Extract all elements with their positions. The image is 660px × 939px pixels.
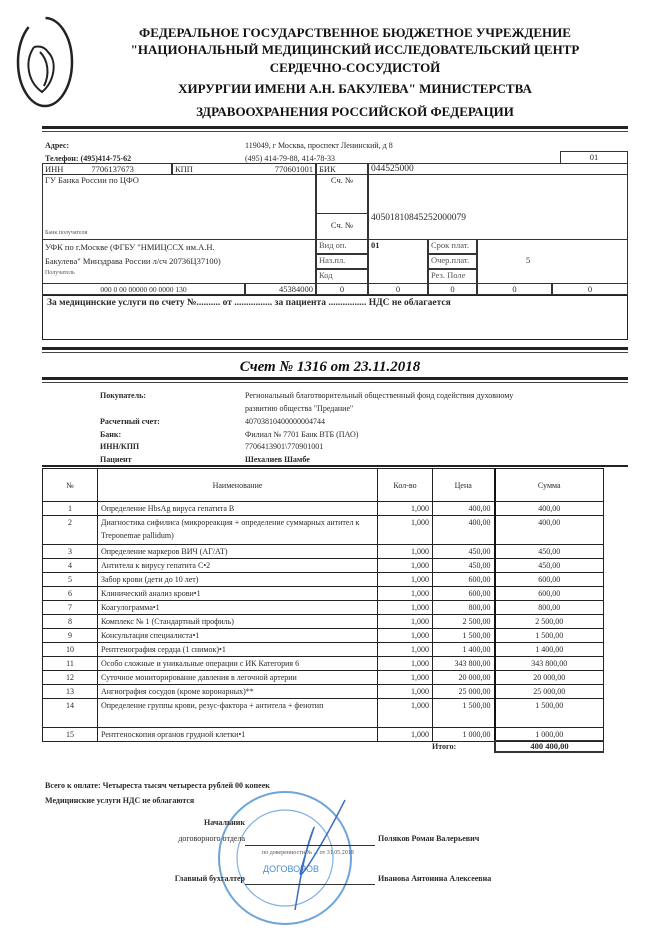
row-name: Комплекс № 1 (Стандартный профиль) bbox=[98, 615, 378, 629]
zero-field: 0 bbox=[316, 283, 368, 295]
address-value: 119049, г Москва, проспект Ленинский, д 8 bbox=[245, 141, 393, 150]
inn-kpp-value: 7706413901\770901001 bbox=[245, 442, 324, 451]
divider bbox=[42, 465, 628, 467]
row-name: Ангиография сосудов (кроме коронарных)** bbox=[98, 685, 378, 699]
row-qty: 1,000 bbox=[378, 587, 433, 601]
zero-field: 0 bbox=[428, 283, 477, 295]
row-sum: 600,00 bbox=[495, 573, 604, 587]
recipient-line-1: УФК по г.Москве (ФГБУ "НМИЦССХ им.А.Н. bbox=[45, 242, 215, 252]
accountant-title: Главный бухгалтер bbox=[174, 874, 245, 883]
row-sum: 25 000,00 bbox=[495, 685, 604, 699]
payment-purpose: За медицинские услуги по счету №.......... от ................ за пациента ................ НДС не облагается bbox=[42, 295, 628, 340]
row-name: Клинический анализ крови•1 bbox=[98, 587, 378, 601]
row-number: 3 bbox=[43, 545, 98, 559]
row-qty: 1,000 bbox=[378, 629, 433, 643]
recipient-line-2: Бакулева" Минздрава России л/сч 20736Ц37100) bbox=[45, 256, 221, 266]
total-in-words: Всего к оплате: Четыреста тысяч четыреста рублей 00 копеек bbox=[45, 781, 270, 790]
row-sum: 450,00 bbox=[495, 559, 604, 573]
table-row bbox=[43, 657, 604, 671]
row-price: 400,00 bbox=[433, 516, 495, 545]
head-title-2: договорного отдела bbox=[178, 834, 245, 843]
account-label: Сч. № bbox=[316, 213, 368, 240]
header-line-1: ФЕДЕРАЛЬНОЕ ГОСУДАРСТВЕННОЕ БЮДЖЕТНОЕ УЧРЕЖДЕНИЕ bbox=[139, 25, 571, 40]
account-label: Расчетный счет: bbox=[100, 417, 160, 426]
row-price: 2 500,00 bbox=[433, 615, 495, 629]
row-name: Забор крови (дети до 10 лет) bbox=[98, 573, 378, 587]
row-name: Коагулограмма•1 bbox=[98, 601, 378, 615]
proxy-note: по доверенности № ... от 31.05.2018 bbox=[262, 850, 354, 856]
row-sum: 600,00 bbox=[495, 587, 604, 601]
row-price: 1 400,00 bbox=[433, 643, 495, 657]
row-qty: 1,000 bbox=[378, 643, 433, 657]
row-qty: 1,000 bbox=[378, 502, 433, 516]
kbk-value: 000 0 00 00000 00 0000 130 bbox=[42, 283, 245, 295]
table-row bbox=[43, 685, 604, 699]
table-header bbox=[43, 469, 604, 502]
corr-account-label: Сч. № bbox=[316, 174, 368, 214]
account-value: 40501810845252000079 bbox=[368, 174, 628, 240]
patient-label: Пациент bbox=[100, 455, 132, 464]
row-name: Антитела к вирусу гепатита С•2 bbox=[98, 559, 378, 573]
row-number: 5 bbox=[43, 573, 98, 587]
recipient-cell bbox=[42, 239, 316, 284]
row-name: Рентгенография сердца (1 снимок)•1 bbox=[98, 643, 378, 657]
row-sum: 800,00 bbox=[495, 601, 604, 615]
row-number: 10 bbox=[43, 643, 98, 657]
table-row bbox=[43, 587, 604, 601]
row-price: 1 500,00 bbox=[433, 699, 495, 728]
row-qty: 1,000 bbox=[378, 657, 433, 671]
table-row bbox=[43, 559, 604, 573]
buyer-value: Региональный благотворительный общественный фонд содействия духовному bbox=[245, 391, 514, 400]
account-value: 40703810400000004744 bbox=[245, 417, 325, 426]
table-row bbox=[43, 629, 604, 643]
ocher-value: 5 bbox=[477, 239, 628, 284]
divider bbox=[42, 126, 628, 132]
phone-label: Телефон: (495)414-75-62 bbox=[45, 154, 132, 163]
inn-label: ИНН bbox=[45, 164, 64, 174]
row-name: Определение HbsAg вируса гепатита В bbox=[98, 502, 378, 516]
kod-label: Код bbox=[316, 269, 368, 284]
table-row bbox=[43, 615, 604, 629]
header-line-3: СЕРДЕЧНО-СОСУДИСТОЙ bbox=[269, 60, 441, 75]
row-qty: 1,000 bbox=[378, 559, 433, 573]
row-price: 600,00 bbox=[433, 573, 495, 587]
kpp-label: КПП bbox=[175, 164, 193, 174]
address-label: Адрес: bbox=[45, 141, 70, 150]
col-sum: Сумма bbox=[495, 469, 604, 502]
row-name: Суточное мониторирование давления в легочной артерии bbox=[98, 671, 378, 685]
row-qty: 1,000 bbox=[378, 615, 433, 629]
row-sum: 1 000,00 bbox=[495, 728, 604, 742]
row-sum: 343 800,00 bbox=[495, 657, 604, 671]
row-price: 343 800,00 bbox=[433, 657, 495, 671]
invoice-title: Счет № 1316 от 23.11.2018 bbox=[239, 359, 421, 375]
bank-name-cell bbox=[42, 174, 316, 240]
buyer-value-2: развитию общества "Предание" bbox=[245, 404, 354, 413]
row-name: Определение маркеров ВИЧ (АГ/АТ) bbox=[98, 545, 378, 559]
accountant-name: Иванова Антонина Алексеевна bbox=[378, 874, 492, 883]
row-price: 600,00 bbox=[433, 587, 495, 601]
divider bbox=[42, 377, 628, 383]
row-qty: 1,000 bbox=[378, 601, 433, 615]
bank-caption: Банк получателя bbox=[45, 230, 88, 236]
row-number: 6 bbox=[43, 587, 98, 601]
table-row bbox=[43, 671, 604, 685]
zero-field: 0 bbox=[368, 283, 428, 295]
patient-value: Шехалиев Шамбе bbox=[245, 455, 310, 464]
row-price: 450,00 bbox=[433, 545, 495, 559]
recipient-caption: Получатель bbox=[45, 270, 75, 276]
vid-op-value: 01 bbox=[368, 239, 428, 284]
head-title-1: Начальник bbox=[203, 818, 245, 827]
row-price: 20 000,00 bbox=[433, 671, 495, 685]
total-value: 400 400,00 bbox=[494, 740, 604, 753]
row-number: 9 bbox=[43, 629, 98, 643]
buyer-label: Покупатель: bbox=[100, 391, 146, 400]
row-sum: 1 500,00 bbox=[495, 629, 604, 643]
zero-field: 0 bbox=[552, 283, 628, 295]
row-number: 2 bbox=[43, 516, 98, 545]
row-number: 4 bbox=[43, 559, 98, 573]
vat-note: Медицинские услуги НДС не облагаются bbox=[45, 796, 195, 805]
stamp-text: ДОГОВОРОВ bbox=[263, 864, 319, 874]
table-row bbox=[43, 516, 604, 545]
row-qty: 1,000 bbox=[378, 573, 433, 587]
form-code: 01 bbox=[560, 151, 628, 164]
row-name: Диагностика сифилиса (микрореакция + определение суммарных антител к Treponemae pallidum) bbox=[98, 516, 378, 545]
col-name: Наименование bbox=[98, 469, 378, 502]
table-row bbox=[43, 601, 604, 615]
row-sum: 2 500,00 bbox=[495, 615, 604, 629]
row-sum: 400,00 bbox=[495, 502, 604, 516]
row-price: 1 000,00 bbox=[433, 728, 495, 742]
row-qty: 1,000 bbox=[378, 671, 433, 685]
row-number: 12 bbox=[43, 671, 98, 685]
row-name: Рентгеноскопия органов грудной клетки•1 bbox=[98, 728, 378, 742]
table-row bbox=[43, 643, 604, 657]
col-number: № bbox=[43, 469, 98, 502]
kpp-value: 770601001 bbox=[274, 164, 313, 174]
row-name: Определение группы крови, резус-фактора + антитела + фенотип bbox=[98, 699, 378, 728]
header-line-2: "НАЦИОНАЛЬНЫЙ МЕДИЦИНСКИЙ ИССЛЕДОВАТЕЛЬСКИЙ ЦЕНТР bbox=[130, 42, 580, 57]
ocher-label: Очер.плат. bbox=[428, 254, 477, 269]
row-number: 8 bbox=[43, 615, 98, 629]
row-qty: 1,000 bbox=[378, 685, 433, 699]
divider bbox=[42, 347, 628, 353]
row-price: 450,00 bbox=[433, 559, 495, 573]
bank-value: Филиал № 7701 Банк ВТБ (ПАО) bbox=[245, 430, 359, 439]
row-qty: 1,000 bbox=[378, 699, 433, 728]
row-price: 800,00 bbox=[433, 601, 495, 615]
col-qty: Кол-во bbox=[378, 469, 433, 502]
row-qty: 1,000 bbox=[378, 545, 433, 559]
row-price: 1 500,00 bbox=[433, 629, 495, 643]
institution-logo bbox=[14, 12, 76, 112]
table-row bbox=[43, 502, 604, 516]
row-name: Особо сложные и уникальные операции с ИК Категория 6 bbox=[98, 657, 378, 671]
row-price: 25 000,00 bbox=[433, 685, 495, 699]
bik-value: 044525000 bbox=[368, 163, 628, 175]
row-sum: 400,00 bbox=[495, 516, 604, 545]
row-qty: 1,000 bbox=[378, 728, 433, 742]
head-name: Поляков Роман Валерьевич bbox=[378, 834, 480, 843]
row-sum: 450,00 bbox=[495, 545, 604, 559]
oktmo-value: 45384000 bbox=[245, 283, 316, 295]
col-price: Цена bbox=[433, 469, 495, 502]
table-row bbox=[43, 545, 604, 559]
header-line-5: ЗДРАВООХРАНЕНИЯ РОССИЙСКОЙ ФЕДЕРАЦИИ bbox=[196, 104, 514, 119]
row-number: 13 bbox=[43, 685, 98, 699]
row-number: 1 bbox=[43, 502, 98, 516]
srok-label: Срок плат. bbox=[428, 239, 477, 254]
bank-name: ГУ Банка России по ЦФО bbox=[45, 175, 139, 185]
bank-label: Банк: bbox=[100, 430, 122, 439]
services-table bbox=[42, 468, 604, 742]
row-qty: 1,000 bbox=[378, 516, 433, 545]
header-line-4: ХИРУРГИИ ИМЕНИ А.Н. БАКУЛЕВА" МИНИСТЕРСТВА bbox=[178, 81, 532, 96]
signature-line bbox=[245, 884, 375, 885]
row-number: 7 bbox=[43, 601, 98, 615]
row-price: 400,00 bbox=[433, 502, 495, 516]
bik-label: БИК bbox=[316, 163, 368, 175]
zero-field: 0 bbox=[477, 283, 552, 295]
vid-op-label: Вид оп. bbox=[316, 239, 368, 254]
row-number: 15 bbox=[43, 728, 98, 742]
row-number: 11 bbox=[43, 657, 98, 671]
row-sum: 1 400,00 bbox=[495, 643, 604, 657]
table-row bbox=[43, 699, 604, 728]
total-label: Итого: bbox=[432, 742, 457, 751]
phones-value: (495) 414-79-88, 414-78-33 bbox=[245, 154, 335, 163]
row-sum: 1 500,00 bbox=[495, 699, 604, 728]
rez-label: Рез. Поле bbox=[428, 269, 477, 284]
inn-value: 7706137673 bbox=[91, 164, 134, 174]
naz-pl-label: Наз.пл. bbox=[316, 254, 368, 269]
row-name: Консультация специалиста•1 bbox=[98, 629, 378, 643]
signature-line bbox=[245, 845, 375, 846]
row-number: 14 bbox=[43, 699, 98, 728]
inn-kpp-label: ИНН/КПП bbox=[100, 442, 140, 451]
table-row bbox=[43, 573, 604, 587]
row-sum: 20 000,00 bbox=[495, 671, 604, 685]
